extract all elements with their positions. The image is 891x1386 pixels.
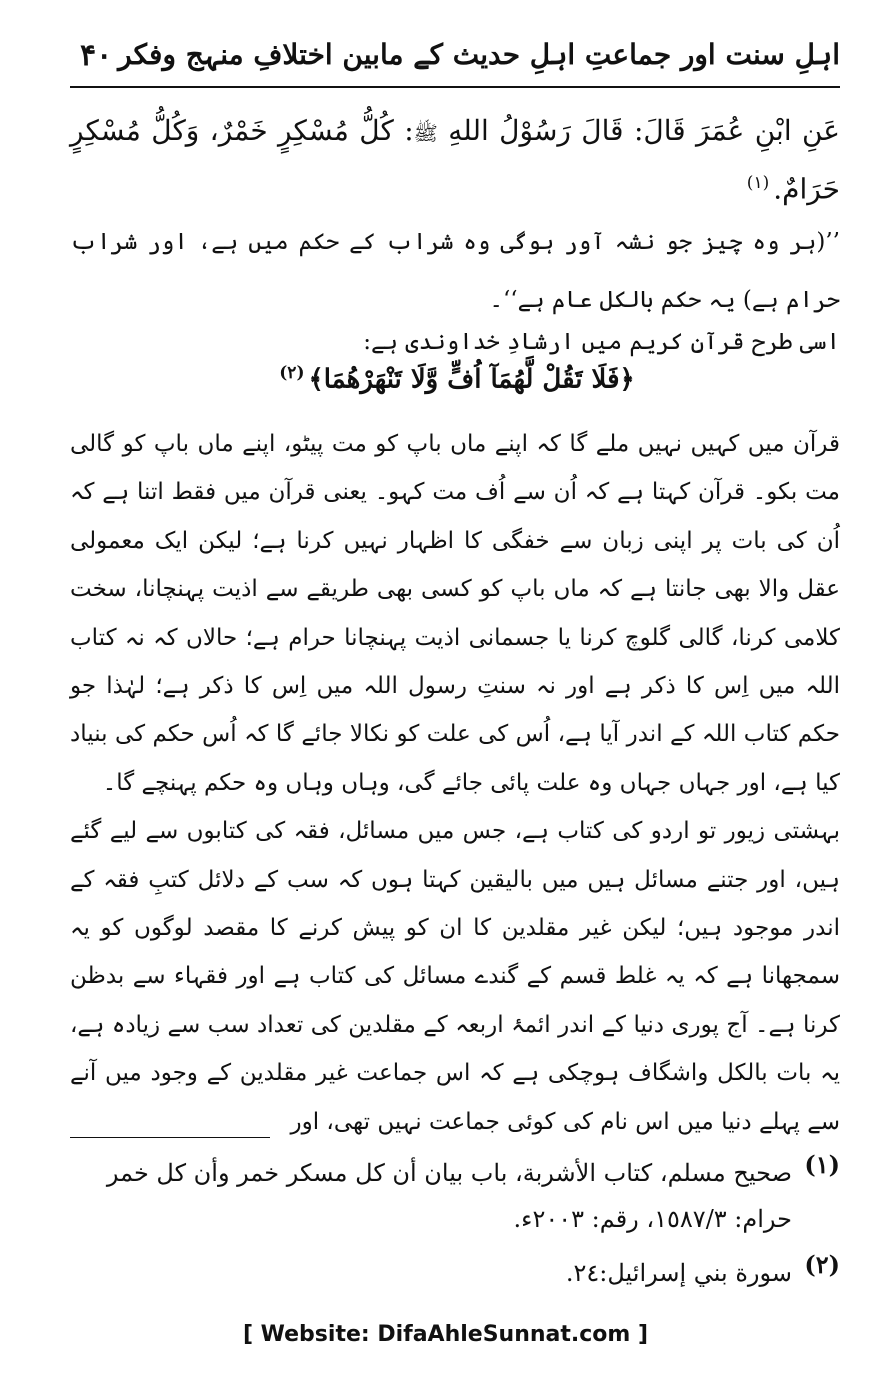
hadith-text-end: : كُلُّ مُسْكِرٍ خَمْرٌ، وَكُلُّ مُسْكِرٍ حَرَامٌ. — [70, 114, 840, 206]
page-header — [70, 30, 840, 88]
footnote-1 — [70, 1150, 840, 1242]
hadith-text-start: عَنِ ابْنِ عُمَرَ قَالَ: قَالَ رَسُوْلُ اللهِ — [448, 114, 840, 147]
running-title: اہلِ سنت اور جماعتِ اہلِ حدیث کے مابین اختلافِ منہج وفکر — [118, 38, 840, 71]
hadith-text — [70, 106, 840, 214]
footnote-divider — [70, 1137, 270, 1138]
footnote-number: (٢) — [804, 1250, 840, 1279]
verse-intro: اسی طرح قرآنِ کریم میں ارشادِ خداوندی ہے: — [363, 329, 840, 355]
website-credit: [ Website: DifaAhleSunnat.com ] — [242, 1322, 649, 1347]
footnote-mark-1: (١) — [746, 173, 770, 193]
footnote-2 — [70, 1250, 840, 1296]
footnote-text: سورة بني إسرائيل:٢٤. — [565, 1259, 792, 1287]
main-paragraphs — [70, 420, 840, 1146]
footnote-mark-2: (٢) — [279, 363, 305, 383]
footnote-number: (١) — [804, 1150, 840, 1179]
paragraph-2: بہشتی زیور تو اردو کی کتاب ہے، جس میں مسائل، فقہ کی کتابوں سے لیے گئے ہیں، اور جتنے مسائل ہیں میں بالیقین کہتا ہوں کہ سب کے دلائل کتبِ فقہ کے اندر موجود ہیں؛ لیکن غیر مقلدین کا ان کو پیش کرنے کا مقصد لوگوں کو یہ سمجھانا ہے کہ یہ غلط قسم کے گندے مسائل کی کتاب ہے اور فقہاء سے بدظن کرنا ہے۔ آج پوری دنیا کے اندر ائمۂ اربعہ کے مقلدین کی تعداد سب سے زیادہ ہے، یہ بات بالکل واشگاف ہوچکی ہے کہ اس جماعت غیر مقلدین کے وجود میں آنے سے پہلے دنیا میں اس نام کی کوئی جماعت نہیں تھی، اور — [70, 818, 840, 1135]
quran-verse — [120, 363, 790, 395]
page-number: ۴۰ — [80, 38, 113, 73]
hadith-translation: ’’(ہر وہ چیز جو نشہ آور ہوگی وہ شراب کے حکم میں ہے، اور شراب حرام ہے) یہ حکم بالکل عام ہے‘‘۔ — [70, 229, 840, 313]
quran-verse-text: ﴿فَلَا تَقُلْ لَّهُمَآ اُفٍّ وَّلَا تَنْهَرْهُمَا﴾ — [308, 364, 635, 395]
honorific-symbol: ﷺ — [413, 121, 438, 145]
paragraph-1: قرآن میں کہیں نہیں ملے گا کہ اپنے ماں باپ کو مت پیٹو، اپنے ماں باپ کو گالی مت بکو۔ قرآن کہتا ہے کہ اُن سے اُف مت کہو۔ یعنی قرآن میں فقط اتنا ہے کہ اُن کی بات پر اپنی زبان سے خفگی کا اظہار نہیں کرنا ہے؛ لیکن ایک معمولی عقل والا بھی جانتا ہے کہ ماں باپ کو کسی بھی طریقے سے اذیت پہنچانا، سخت کلامی کرنا، گالی گلوچ کرنا یا جسمانی اذیت پہنچانا حرام ہے؛ حالاں کہ نہ کتاب اللہ میں اِس کا ذکر ہے اور نہ سنتِ رسول اللہ میں اِس کا ذکر ہے؛ لہٰذا جو حکم کتاب اللہ کے اندر آیا ہے، اُس کی علت کو نکالا جائے گا کہ اُس حکم کی بنیاد کیا ہے، اور جہاں جہاں وہ علت پائی جائے گی، وہاں وہاں وہ حکم پہنچے گا۔ — [70, 431, 840, 796]
footnote-text: صحيح مسلم، كتاب الأشربة، باب بيان أن كل مسكر خمر وأن كل خمر حرام: ١٥٨٧/٣، رقم: ٢٠٠٣ء. — [106, 1159, 792, 1233]
